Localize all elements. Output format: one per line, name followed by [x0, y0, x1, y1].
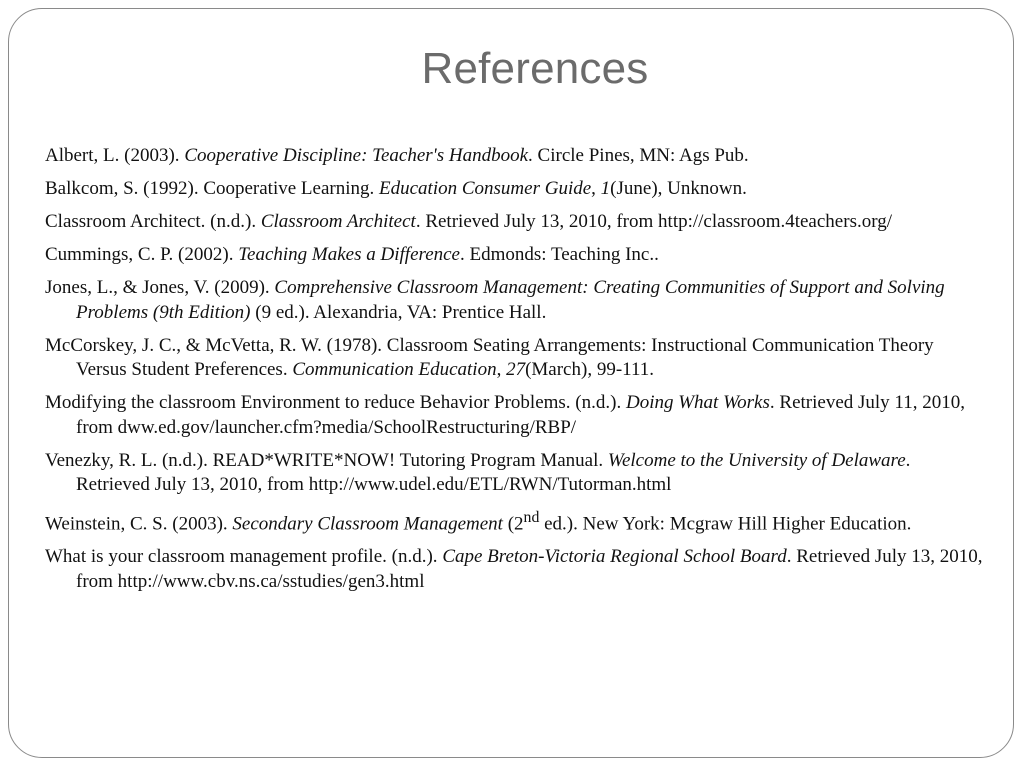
reference-text: . Circle Pines, MN: Ags Pub. [528, 145, 749, 166]
reference-text: . Edmonds: Teaching Inc.. [460, 244, 659, 265]
reference-text: . Retrieved July 13, 2010, from http://www.udel.edu/ETL/RWN/Tutorman.html [76, 449, 911, 495]
reference-text: . Retrieved July 11, 2010, from dww.ed.gov/launcher.cfm?media/SchoolRestructuring/RBP/ [76, 392, 965, 438]
reference-text: , [591, 178, 601, 199]
reference-title: Comprehensive Classroom Management: Creating Communities of Support and Solving Problems (9th Edition) [76, 277, 945, 323]
reference-item [45, 144, 985, 169]
reference-text: Cummings, C. P. (2002). [45, 244, 239, 265]
reference-volume: 27 [506, 359, 526, 380]
reference-text: , [496, 359, 507, 380]
reference-title: Teaching Makes a Difference [238, 244, 460, 265]
reference-text: What is your classroom management profile. (n.d.). [45, 546, 443, 568]
reference-item [45, 177, 985, 202]
reference-text: (June), Unknown. [610, 178, 747, 199]
ordinal-superscript: nd [523, 509, 540, 526]
reference-text: Jones, L., & Jones, V. (2009). [45, 277, 275, 298]
reference-text: Venezky, R. L. (n.d.). READ*WRITE*NOW! Tutoring Program Manual. [45, 449, 608, 471]
reference-text: McCorskey, J. C., & McVetta, R. W. (1978). Classroom Seating Arrangements: Instructional Communication Theory Versus Student Preferences. [45, 334, 934, 380]
reference-text: Modifying the classroom Environment to reduce Behavior Problems. (n.d.). [45, 392, 626, 413]
reference-title: Doing What Works [625, 392, 770, 413]
reference-item [45, 243, 985, 268]
reference-text: Balkcom, S. (1992). Cooperative Learning. [45, 178, 380, 199]
reference-volume: 1 [600, 178, 611, 199]
reference-list [45, 144, 985, 603]
reference-text: Albert, L. (2003). [45, 145, 185, 166]
reference-title: Classroom Architect [260, 211, 416, 232]
reference-title: Cooperative Discipline: Teacher's Handbook [184, 145, 529, 166]
reference-text: . Retrieved July 13, 2010, from http://classroom.4teachers.org/ [415, 211, 892, 232]
reference-text: (9 ed.). Alexandria, VA: Prentice Hall. [250, 301, 547, 323]
reference-item [45, 506, 985, 537]
reference-text: . Retrieved July 13, 2010, from http://www.cbv.ns.ca/sstudies/gen3.html [76, 546, 983, 592]
reference-text: Weinstein, C. S. (2003). [45, 513, 233, 535]
reference-title: Education Consumer Guide [379, 178, 592, 199]
reference-title: Secondary Classroom Management [232, 513, 503, 535]
reference-title: Communication Education [292, 359, 497, 380]
reference-title: Cape Breton-Victoria Regional School Board [442, 546, 787, 568]
reference-title: Welcome to the University of Delaware [607, 449, 906, 471]
reference-text: Classroom Architect. (n.d.). [45, 211, 261, 232]
reference-text: ed.). New York: Mcgraw Hill Higher Education. [539, 513, 912, 535]
reference-item [45, 334, 985, 383]
reference-text: (2 [502, 513, 524, 535]
reference-item [45, 210, 985, 235]
reference-item [45, 391, 985, 440]
reference-text: (March), 99-111. [525, 359, 654, 380]
slide-title: References [421, 44, 649, 93]
reference-item [45, 545, 985, 594]
reference-item [45, 276, 985, 325]
reference-item [45, 449, 985, 498]
